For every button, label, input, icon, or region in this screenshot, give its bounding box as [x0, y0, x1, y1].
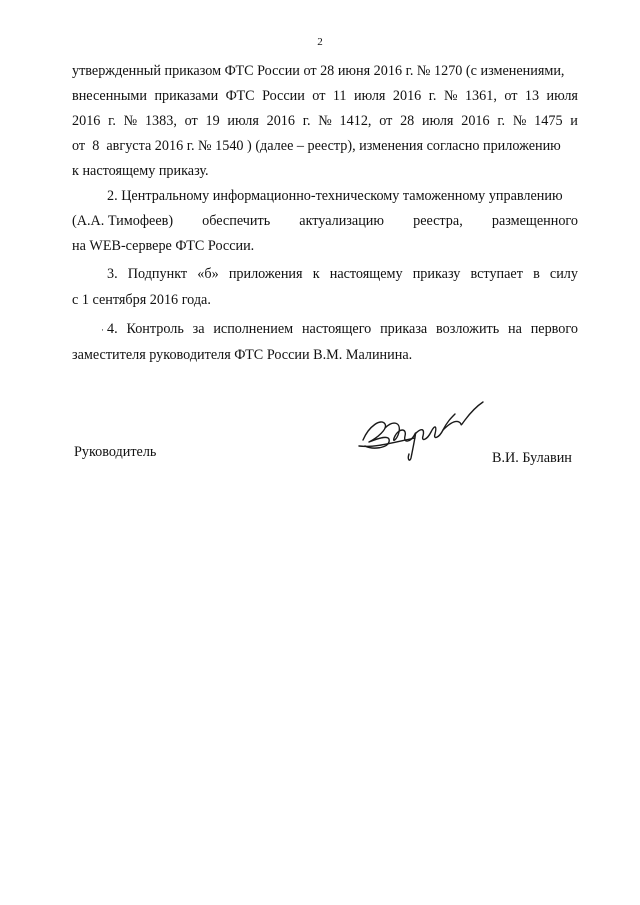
p2-line-3-text: на WEB-сервере ФТС России. — [72, 238, 255, 254]
signatory-title: Руководитель — [74, 444, 157, 460]
word: настоящего — [301, 321, 372, 337]
word: г. — [497, 113, 506, 129]
p2-line-1 — [107, 187, 578, 205]
word: 11 — [332, 88, 347, 104]
p2-line-3 — [72, 237, 578, 255]
word: возложить — [436, 321, 500, 337]
word: от — [379, 113, 393, 129]
word: июля — [353, 88, 386, 104]
page-number: 2 — [317, 36, 323, 48]
word: г. — [428, 88, 437, 104]
p1-line-5-text: к настоящему приказу. — [72, 163, 209, 179]
word: актуализацию — [299, 213, 384, 229]
word: 2016 — [72, 113, 101, 129]
word: приказу — [412, 266, 461, 282]
word: 19 — [205, 113, 220, 129]
p2-line-2 — [72, 212, 578, 230]
word: июля — [546, 88, 578, 104]
word: июля — [422, 113, 454, 129]
word: 4. — [107, 321, 118, 337]
word: к — [312, 266, 320, 282]
p3-line-2 — [72, 291, 578, 309]
word: г. — [302, 113, 311, 129]
scan-speck: · — [101, 325, 104, 335]
word: от — [312, 88, 326, 104]
word: 1383, — [144, 113, 177, 129]
word: «б» — [197, 266, 219, 282]
word: 2016 — [266, 113, 295, 129]
word: (А.А. Тимофеев) — [72, 213, 174, 229]
p1-line-5 — [72, 162, 578, 180]
p3-line-1 — [107, 265, 578, 283]
word: № — [512, 113, 527, 129]
word: в — [533, 266, 540, 282]
word: 1475 — [534, 113, 563, 129]
word: 1361, — [464, 88, 497, 104]
word: обеспечить — [202, 213, 271, 229]
p3-line-2-text: с 1 сентября 2016 года. — [72, 292, 211, 308]
p1-line-4-text: от 8 августа 2016 г. № 1540 ) (далее – реестр), изменения согласно приложению — [72, 138, 561, 154]
word: Контроль — [126, 321, 184, 337]
word: № — [123, 113, 138, 129]
word: приказами — [154, 88, 219, 104]
word: приказа — [380, 321, 428, 337]
word: от — [504, 88, 518, 104]
word: на — [508, 321, 522, 337]
p1-line-2 — [72, 87, 578, 105]
signatory-name: В.И. Булавин — [492, 450, 572, 466]
word: приложения — [228, 266, 303, 282]
word: за — [192, 321, 205, 337]
word: внесенными — [72, 88, 147, 104]
word: 2016 — [461, 113, 490, 129]
word: исполнением — [213, 321, 294, 337]
p4-line-2 — [72, 346, 578, 364]
word: Подпункт — [127, 266, 188, 282]
word: июля — [227, 113, 259, 129]
word: от — [184, 113, 198, 129]
p4-line-1 — [107, 320, 578, 338]
word: реестра, — [413, 213, 463, 229]
p1-line-1-text: утвержденный приказом ФТС России от 28 июня 2016 г. № 1270 (с изменениями, — [72, 63, 565, 79]
word: вступает — [470, 266, 523, 282]
handwritten-signature-icon — [355, 398, 490, 468]
word: ФТС — [225, 88, 255, 104]
word: 1412, — [339, 113, 372, 129]
word: размещенного — [491, 213, 578, 229]
word: 28 — [400, 113, 415, 129]
p1-line-1 — [72, 62, 578, 80]
word: 13 — [524, 88, 540, 104]
word: первого — [530, 321, 578, 337]
word: № — [318, 113, 332, 129]
word: и — [570, 113, 578, 129]
p4-line-2-text: заместителя руководителя ФТС России В.М. Малинина. — [72, 347, 413, 363]
word: 2016 — [392, 88, 422, 104]
word: настоящему — [329, 266, 403, 282]
p2-line-1-text: 2. Центральному информационно-техническому таможенному управлению — [107, 188, 563, 204]
p1-line-3 — [72, 112, 578, 130]
word: г. — [108, 113, 116, 129]
word: силу — [549, 266, 578, 282]
p1-line-4 — [72, 137, 578, 155]
word: 3. — [107, 266, 118, 282]
word: России — [262, 88, 305, 104]
word: № — [443, 88, 458, 104]
